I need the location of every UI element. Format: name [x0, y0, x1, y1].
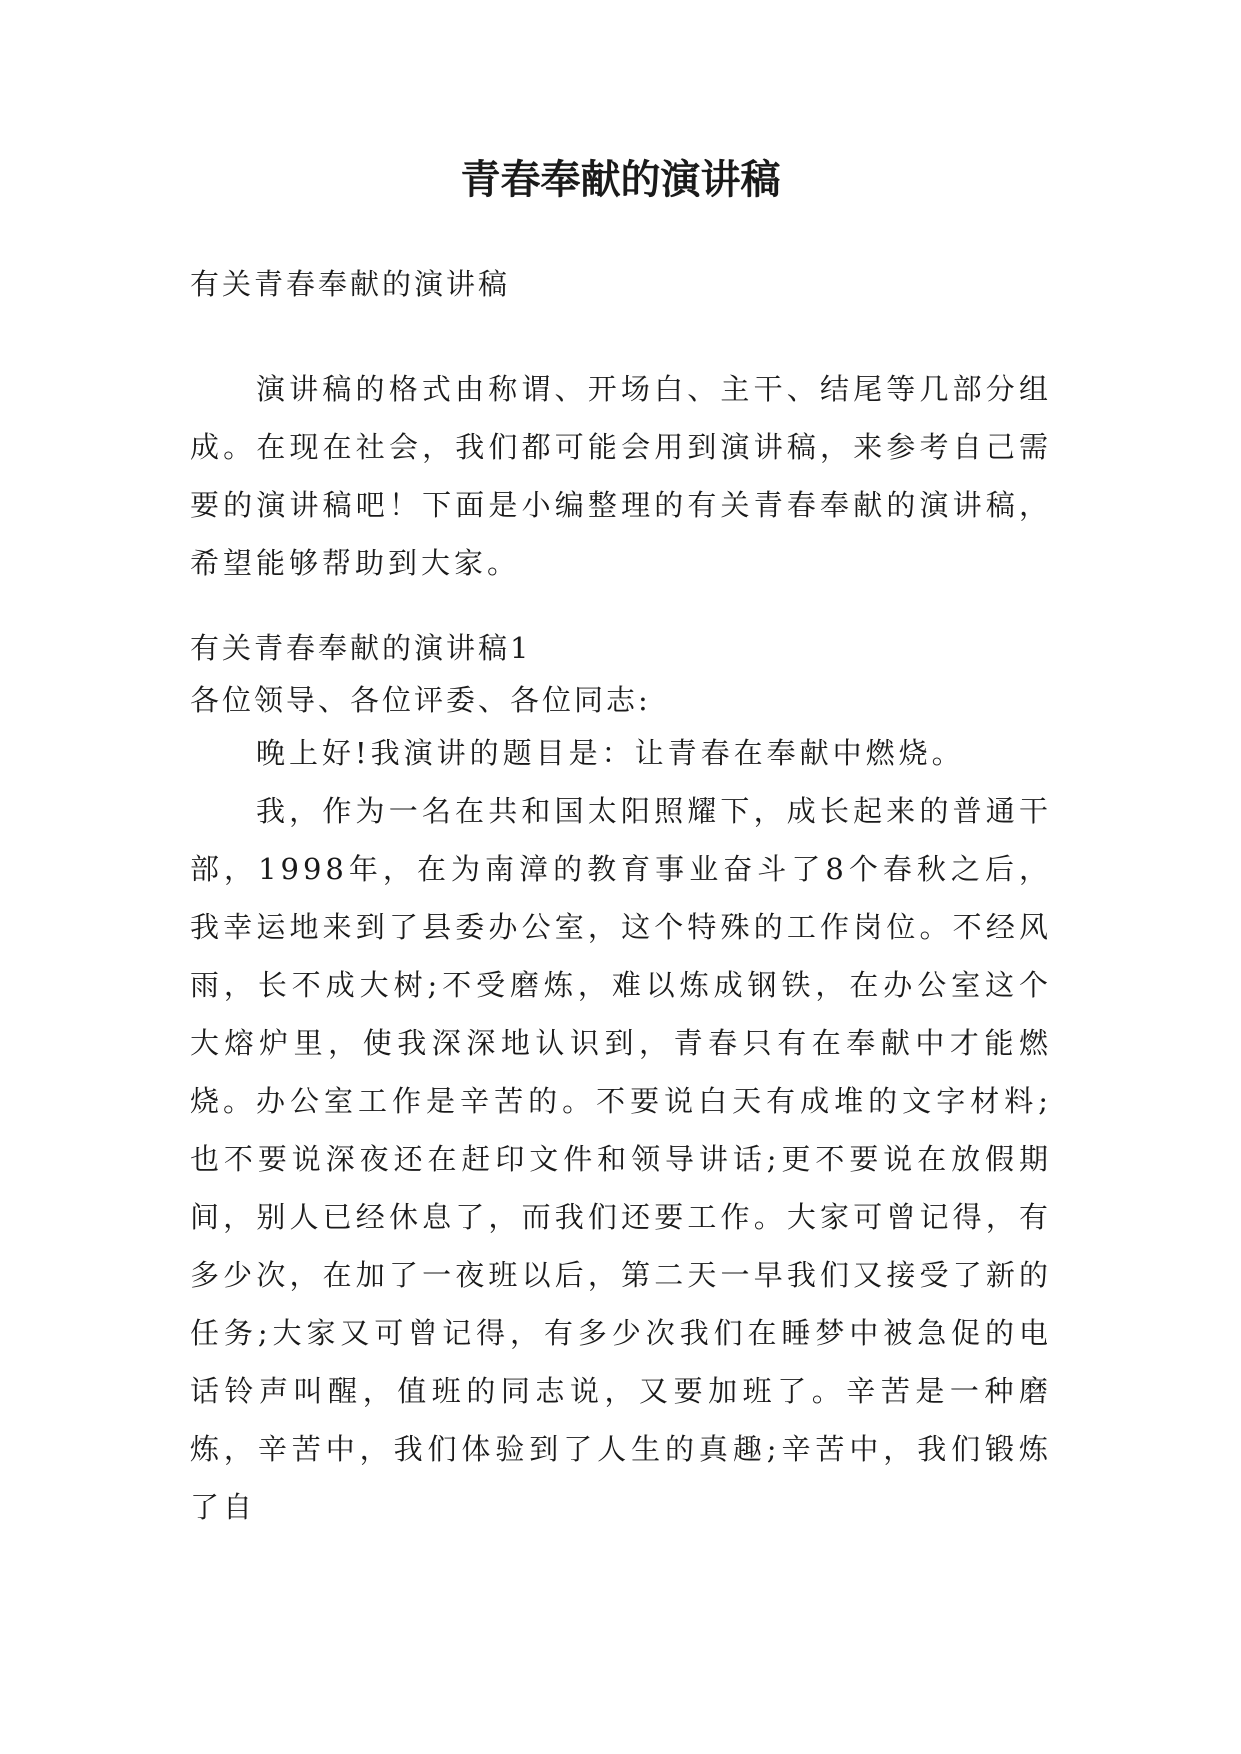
section-heading: 有关青春奉献的演讲稿1	[190, 631, 532, 665]
body-paragraph-3: 办公室工作是辛苦的。不要说白天有成堆的文字材料;也不要说深夜还在赶印文件和领导讲话;更不要说在放假期间，别人已经休息了，而我们还要工作。大家可曾记得，有多少次，在加了一夜班以后，第二天一早我们又接受了新的任务;大家又可曾记得，有多少次我们在睡梦中被急促的电话铃声叫醒，值班的同志说，又要加班了。辛苦是一种磨炼，辛苦中，我们体验到了人生的真趣;辛苦中，我们锻炼了自	[190, 1084, 1052, 1524]
document-subtitle: 有关青春奉献的演讲稿	[190, 267, 511, 301]
salutation: 各位领导、各位评委、各位同志:	[190, 683, 651, 717]
body-paragraph-2: 我，作为一名在共和国太阳照耀下，成长起来的普通干部，1998年，在为南漳的教育事业奋斗了8个春秋之后，我幸运地来到了县委办公室，这个特殊的工作岗位。不经风雨，长不成大树;不受磨炼，难以炼成钢铁，在办公室这个大熔炉里，使我深深地认识到，青春只有在奉献中才能燃烧。	[190, 794, 1052, 1118]
document-title: 青春奉献的演讲稿	[460, 156, 781, 203]
body-paragraph-1: 晚上好!我演讲的题目是：让青春在奉献中燃烧。	[256, 736, 965, 770]
intro-paragraph: 演讲稿的格式由称谓、开场白、主干、结尾等几部分组成。在现在社会，我们都可能会用到演讲稿，来参考自己需要的演讲稿吧！下面是小编整理的有关青春奉献的演讲稿，希望能够帮助到大家。	[190, 372, 1052, 580]
